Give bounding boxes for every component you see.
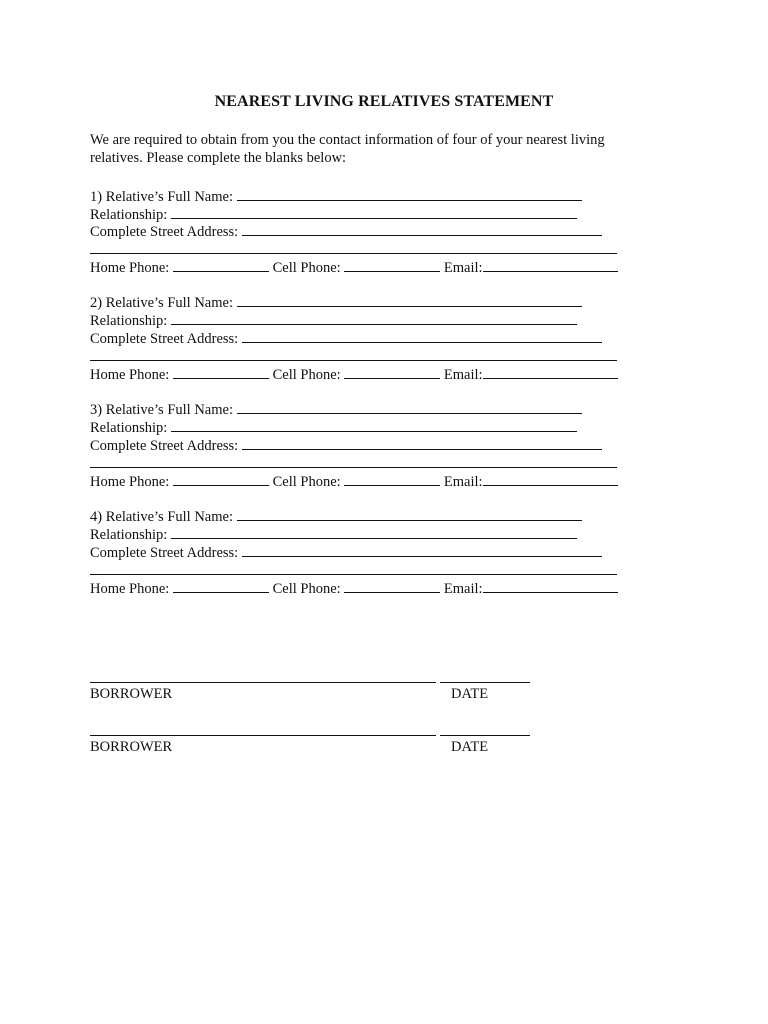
borrower-signature-line[interactable] [90, 735, 436, 736]
street-address-label: Complete Street Address: [90, 438, 242, 454]
address-row [90, 435, 602, 453]
cell-phone-label: Cell Phone: [268, 581, 345, 597]
home-phone-label: Home Phone: [90, 367, 173, 383]
home-phone-field[interactable] [173, 578, 269, 593]
phone-email-row [90, 257, 618, 275]
home-phone-label: Home Phone: [90, 260, 173, 276]
street-address-label: Complete Street Address: [90, 545, 242, 561]
cell-phone-label: Cell Phone: [268, 474, 345, 490]
relative-number: 4) [90, 509, 106, 525]
date-label: DATE [451, 739, 489, 755]
street-address-field[interactable] [242, 542, 602, 557]
street-address-field[interactable] [242, 328, 602, 343]
address-row [90, 542, 602, 560]
cell-phone-label: Cell Phone: [268, 260, 345, 276]
intro-line-1: We are required to obtain from you the contact information of four of your nearest living [90, 132, 605, 148]
home-phone-label: Home Phone: [90, 474, 173, 490]
relationship-field[interactable] [171, 524, 577, 539]
cell-phone-field[interactable] [344, 364, 440, 379]
relationship-row [90, 310, 577, 328]
relationship-field[interactable] [171, 310, 577, 325]
cell-phone-field[interactable] [344, 578, 440, 593]
page-title: NEAREST LIVING RELATIVES STATEMENT [214, 93, 554, 110]
full-name-field[interactable] [237, 292, 582, 307]
relative-name-row [90, 186, 582, 204]
full-name-label: Relative’s Full Name: [105, 189, 237, 205]
borrower-signature-line[interactable] [90, 682, 436, 683]
home-phone-field[interactable] [173, 257, 269, 272]
email-field[interactable] [483, 257, 618, 272]
street-address-field[interactable] [242, 435, 602, 450]
email-label: Email: [440, 581, 483, 597]
relationship-row [90, 417, 577, 435]
street-address-label: Complete Street Address: [90, 331, 242, 347]
date-label: DATE [451, 686, 489, 702]
relative-number: 2) [90, 295, 106, 311]
full-name-label: Relative’s Full Name: [105, 509, 237, 525]
relative-name-row [90, 506, 582, 524]
relative-name-row [90, 399, 582, 417]
relationship-label: Relationship: [90, 207, 171, 223]
email-field[interactable] [483, 578, 618, 593]
full-name-field[interactable] [237, 186, 582, 201]
intro-paragraph [90, 132, 650, 168]
date-line[interactable] [440, 682, 530, 683]
intro-line-2: relatives. Please complete the blanks below: [90, 149, 347, 166]
home-phone-field[interactable] [173, 471, 269, 486]
email-field[interactable] [483, 471, 618, 486]
relationship-label: Relationship: [90, 313, 171, 329]
address-continuation-field[interactable] [90, 253, 617, 254]
email-label: Email: [440, 260, 483, 276]
address-continuation-field[interactable] [90, 574, 617, 575]
full-name-field[interactable] [237, 399, 582, 414]
email-label: Email: [440, 367, 483, 383]
street-address-field[interactable] [242, 221, 602, 236]
home-phone-label: Home Phone: [90, 581, 173, 597]
relationship-field[interactable] [171, 204, 577, 219]
full-name-field[interactable] [237, 506, 582, 521]
email-label: Email: [440, 474, 483, 490]
address-row [90, 221, 602, 239]
home-phone-field[interactable] [173, 364, 269, 379]
full-name-label: Relative’s Full Name: [105, 295, 237, 311]
address-row [90, 328, 602, 346]
relationship-label: Relationship: [90, 420, 171, 436]
relationship-field[interactable] [171, 417, 577, 432]
phone-email-row [90, 471, 618, 489]
relative-name-row [90, 292, 582, 310]
cell-phone-field[interactable] [344, 257, 440, 272]
relationship-label: Relationship: [90, 527, 171, 543]
phone-email-row [90, 364, 618, 382]
street-address-label: Complete Street Address: [90, 224, 242, 240]
borrower-label: BORROWER [90, 686, 173, 702]
phone-email-row [90, 578, 618, 596]
relationship-row [90, 204, 577, 222]
address-continuation-field[interactable] [90, 360, 617, 361]
email-field[interactable] [483, 364, 618, 379]
relationship-row [90, 524, 577, 542]
full-name-label: Relative’s Full Name: [105, 402, 237, 418]
cell-phone-field[interactable] [344, 471, 440, 486]
borrower-label: BORROWER [90, 739, 173, 755]
address-continuation-field[interactable] [90, 467, 617, 468]
relative-number: 1) [90, 189, 106, 205]
relative-number: 3) [90, 402, 106, 418]
date-line[interactable] [440, 735, 530, 736]
cell-phone-label: Cell Phone: [268, 367, 345, 383]
